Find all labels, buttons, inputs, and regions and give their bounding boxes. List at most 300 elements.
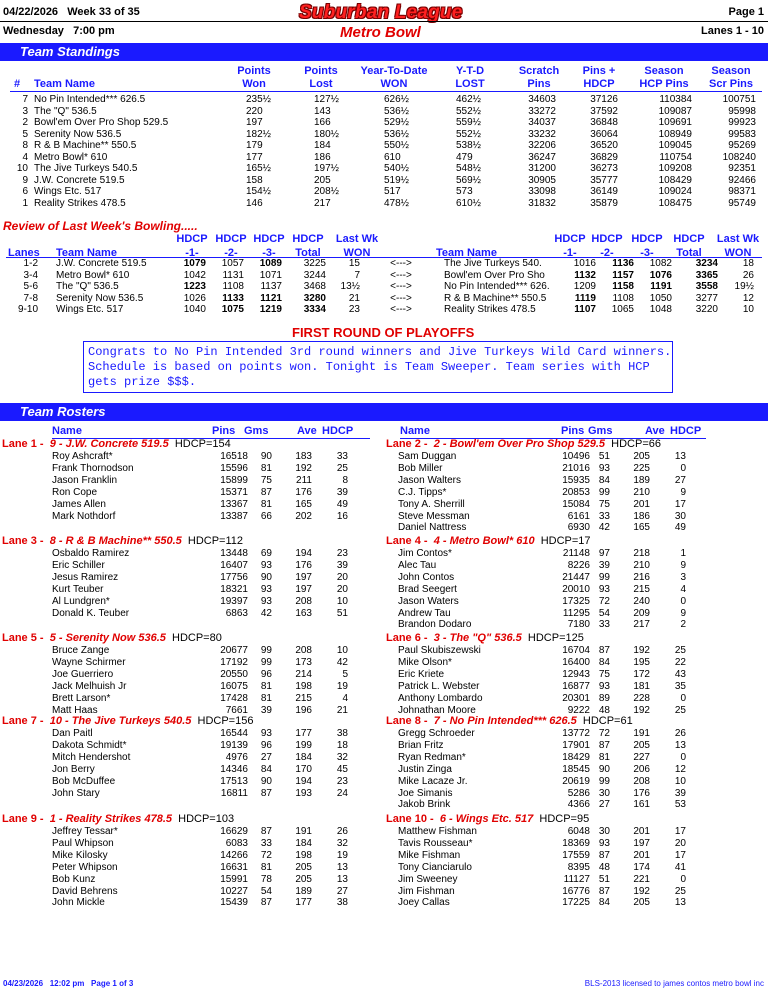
player-games: 72 xyxy=(598,728,610,739)
review-cell-b_team: R & B Machine** 550.5 xyxy=(444,292,547,304)
player-name: John Contos xyxy=(398,571,455,583)
player-name: Johnathan Moore xyxy=(398,704,476,716)
player-average: 177 xyxy=(295,728,312,739)
player-games: 33 xyxy=(598,619,610,631)
player-pins: 18369 xyxy=(562,837,590,849)
roster-row xyxy=(52,681,348,693)
standings-cell-ytdl: 479 xyxy=(456,151,473,163)
roster-row xyxy=(52,886,348,898)
roster-table xyxy=(52,728,348,799)
player-pins: 17756 xyxy=(220,571,248,583)
review-col-g3: -3- xyxy=(640,247,654,259)
review-cell-awon: 23 xyxy=(348,304,360,315)
player-pins: 15084 xyxy=(562,498,590,510)
lane-label: Lane 7 - xyxy=(2,715,44,727)
player-average: 202 xyxy=(295,510,312,522)
review-cell-a1: 1026 xyxy=(183,292,206,304)
player-pins: 15899 xyxy=(220,474,248,486)
standings-cell-team: The Jive Turkeys 540.5 xyxy=(34,163,138,174)
player-games: 87 xyxy=(260,486,272,498)
player-hdcp: 22 xyxy=(674,656,686,668)
roster-row xyxy=(52,669,348,681)
roster-row xyxy=(52,838,348,850)
player-pins: 4366 xyxy=(567,799,590,811)
standings-cell-pw: 158 xyxy=(246,174,263,186)
player-games: 81 xyxy=(598,751,610,763)
player-games: 93 xyxy=(260,728,272,739)
player-hdcp: 19 xyxy=(336,849,348,861)
lane-team-hdcp: HDCP=61 xyxy=(582,715,633,727)
standings-cell-pl: 217 xyxy=(314,197,331,209)
review-col-total: Total xyxy=(676,247,702,259)
standings-cell-shcp: 108949 xyxy=(658,128,692,140)
player-average: 194 xyxy=(295,548,312,559)
player-pins: 6048 xyxy=(567,826,590,837)
roster-col-ave: Ave xyxy=(645,425,665,437)
player-pins: 16629 xyxy=(220,826,248,837)
player-games: 30 xyxy=(598,787,610,799)
lane-title xyxy=(386,438,661,450)
player-average: 221 xyxy=(633,873,650,885)
standings-col-season-hcp: Season HCP Pins xyxy=(639,65,689,90)
roster-row xyxy=(52,657,348,669)
player-name: Jim Contos* xyxy=(398,548,452,559)
roster-row xyxy=(398,619,686,631)
review-cell-a1: 1040 xyxy=(183,304,206,315)
player-pins: 20550 xyxy=(220,668,248,680)
standings-cell-shcp: 109208 xyxy=(658,163,692,174)
player-average: 177 xyxy=(295,897,312,909)
roster-row xyxy=(52,511,348,523)
player-pins: 21447 xyxy=(562,571,590,583)
review-cell-btot: 3365 xyxy=(695,269,718,281)
player-name: Alec Tau xyxy=(398,559,437,571)
lane-title xyxy=(386,535,591,547)
review-col-hdcp: HDCP xyxy=(591,233,623,245)
standings-cell-num: 1 xyxy=(22,197,28,209)
player-name: Brandon Dodaro xyxy=(398,619,472,631)
player-pins: 6930 xyxy=(567,522,590,534)
standings-cell-ytdl: 569½ xyxy=(456,174,482,186)
player-games: 54 xyxy=(260,885,272,897)
roster-row xyxy=(398,451,686,463)
standings-row xyxy=(6,129,756,141)
player-name: Ron Cope xyxy=(52,486,98,498)
player-hdcp: 4 xyxy=(342,692,348,704)
player-name: Roy Ashcraft* xyxy=(52,451,113,462)
player-pins: 16400 xyxy=(562,656,590,668)
player-name: Tavis Rousseau* xyxy=(398,837,473,849)
standings-cell-pw: 220 xyxy=(246,105,263,117)
player-hdcp: 10 xyxy=(336,645,348,656)
player-average: 196 xyxy=(295,704,312,716)
player-pins: 4976 xyxy=(225,751,248,763)
review-cell-atot: 3225 xyxy=(303,258,326,269)
standings-row xyxy=(6,186,756,198)
review-cell-b1: 1209 xyxy=(573,281,596,292)
standings-cell-ytdw: 536½ xyxy=(384,105,410,117)
standings-cell-pw: 165½ xyxy=(246,163,272,174)
roster-row xyxy=(52,862,348,874)
player-hdcp: 25 xyxy=(674,645,686,656)
player-average: 161 xyxy=(633,799,650,811)
player-average: 208 xyxy=(295,645,312,656)
roster-row xyxy=(398,728,686,740)
player-pins: 21016 xyxy=(562,462,590,474)
standings-row xyxy=(6,117,756,129)
player-pins: 15991 xyxy=(220,873,248,885)
lane-team-name: 8 - R & B Machine** 550.5 xyxy=(49,535,182,547)
player-pins: 20853 xyxy=(562,486,590,498)
player-average: 215 xyxy=(295,692,312,704)
review-cell-b3: 1050 xyxy=(649,292,672,304)
lane-team-name: 5 - Serenity Now 536.5 xyxy=(49,632,166,644)
player-games: 87 xyxy=(260,787,272,799)
player-name: David Behrens xyxy=(52,885,118,897)
player-hdcp: 21 xyxy=(336,704,348,716)
player-hdcp: 53 xyxy=(674,799,686,811)
lane-team-hdcp: HDCP=66 xyxy=(611,438,661,450)
standings-cell-ph: 35777 xyxy=(590,174,618,186)
review-cell-a1: 1223 xyxy=(183,281,206,292)
review-col-g2: -2- xyxy=(224,247,238,259)
player-games: 84 xyxy=(598,474,610,486)
player-name: Jon Berry xyxy=(52,763,95,775)
team-rosters-bar: Team Rosters xyxy=(0,403,768,421)
roster-row xyxy=(52,608,348,620)
player-name: Mike Lacaze Jr. xyxy=(398,775,468,787)
player-pins: 21148 xyxy=(562,548,590,559)
player-hdcp: 3 xyxy=(680,571,686,583)
player-name: Ryan Redman* xyxy=(398,751,466,763)
player-pins: 18429 xyxy=(562,751,590,763)
player-average: 184 xyxy=(295,751,312,763)
player-name: Wayne Schirmer xyxy=(52,656,126,668)
roster-row xyxy=(52,740,348,752)
player-hdcp: 33 xyxy=(336,451,348,462)
review-cell-b1: 1016 xyxy=(573,258,596,269)
player-games: 27 xyxy=(598,799,610,811)
standings-cell-sscr: 95998 xyxy=(728,105,756,117)
player-pins: 16075 xyxy=(220,680,248,692)
player-name: Kurt Teuber xyxy=(52,583,104,595)
player-pins: 15371 xyxy=(220,486,248,498)
player-pins: 16631 xyxy=(220,861,248,873)
player-games: 93 xyxy=(260,595,272,607)
review-col-g2: -2- xyxy=(600,247,614,259)
review-cell-a3: 1121 xyxy=(260,292,282,304)
player-average: 201 xyxy=(633,826,650,837)
lane-team-hdcp: HDCP=112 xyxy=(187,535,244,547)
lane-team-name: 9 - J.W. Concrete 519.5 xyxy=(49,438,169,450)
player-games: 93 xyxy=(598,462,610,474)
roster-row xyxy=(398,886,686,898)
standings-cell-scr: 31200 xyxy=(528,163,556,174)
roster-row xyxy=(52,826,348,838)
player-hdcp: 30 xyxy=(674,510,686,522)
standings-row xyxy=(6,198,756,210)
standings-cell-scr: 36247 xyxy=(528,151,556,163)
lane-team-name: 6 - Wings Etc. 517 xyxy=(439,813,534,825)
review-col-lanes: Lanes xyxy=(8,247,40,259)
player-hdcp: 23 xyxy=(336,548,348,559)
lane-label: Lane 8 - xyxy=(386,715,428,727)
roster-col-pins: Pins xyxy=(561,425,585,437)
standings-cell-ytdw: 519½ xyxy=(384,174,410,186)
player-pins: 20010 xyxy=(562,583,590,595)
standings-col-num: # xyxy=(13,78,21,90)
player-name: Jason Waters xyxy=(398,595,459,607)
player-games: 81 xyxy=(260,462,272,474)
roster-row xyxy=(398,764,686,776)
roster-row xyxy=(52,693,348,705)
review-cell-lanes: 5-6 xyxy=(23,281,38,292)
roster-row xyxy=(398,463,686,475)
review-cell-b1: 1119 xyxy=(574,292,596,304)
roster-row xyxy=(398,799,686,811)
lane-team-name: 1 - Reality Strikes 478.5 xyxy=(49,813,172,825)
player-pins: 15935 xyxy=(562,474,590,486)
player-average: 191 xyxy=(295,826,312,837)
player-name: Jakob Brink xyxy=(398,799,451,811)
roster-row xyxy=(52,463,348,475)
review-cell-a_team: Wings Etc. 517 xyxy=(56,304,124,315)
roster-row xyxy=(52,788,348,800)
roster-row xyxy=(52,548,348,560)
player-hdcp: 32 xyxy=(336,837,348,849)
lane-title xyxy=(2,632,222,644)
standings-cell-ytdw: 517 xyxy=(384,186,401,197)
review-cell-a3: 1219 xyxy=(259,304,282,315)
roster-row xyxy=(398,681,686,693)
standings-cell-num: 10 xyxy=(16,163,28,174)
standings-col-points-won: Points Won xyxy=(237,65,271,90)
player-pins: 12943 xyxy=(562,668,590,680)
review-cell-btot: 3277 xyxy=(695,292,718,304)
roster-col-name: Name xyxy=(400,425,430,437)
player-games: 75 xyxy=(260,474,272,486)
review-cell-a_team: The "Q" 536.5 xyxy=(56,281,119,292)
lane-label: Lane 4 - xyxy=(386,535,428,547)
lanes-range: Lanes 1 - 10 xyxy=(701,25,764,37)
standings-cell-ph: 35879 xyxy=(590,197,618,209)
player-hdcp: 0 xyxy=(680,751,686,763)
roster-row xyxy=(398,752,686,764)
player-name: Jeffrey Tessar* xyxy=(52,826,118,837)
player-average: 189 xyxy=(295,885,312,897)
lane-title xyxy=(2,535,243,547)
player-name: Matthew Fishman xyxy=(398,826,477,837)
player-hdcp: 2 xyxy=(680,619,686,631)
player-pins: 10227 xyxy=(220,885,248,897)
roster-row xyxy=(52,874,348,886)
player-hdcp: 19 xyxy=(336,680,348,692)
roster-row xyxy=(398,572,686,584)
player-games: 87 xyxy=(598,849,610,861)
player-hdcp: 18 xyxy=(336,739,348,751)
lane-team-name: 10 - The Jive Turkeys 540.5 xyxy=(49,715,192,727)
standings-cell-sscr: 108240 xyxy=(722,151,756,163)
review-cell-awon: 13½ xyxy=(340,281,360,292)
player-pins: 17325 xyxy=(562,595,590,607)
review-col-team: Team Name xyxy=(436,247,497,259)
player-average: 216 xyxy=(633,571,650,583)
player-name: Jason Franklin xyxy=(52,474,118,486)
review-cell-a3: 1071 xyxy=(259,269,282,281)
standings-cell-pl: 208½ xyxy=(314,186,340,197)
player-hdcp: 39 xyxy=(336,486,348,498)
player-average: 186 xyxy=(633,510,650,522)
standings-col-scratch-pins: Scratch Pins xyxy=(518,65,560,90)
player-pins: 19139 xyxy=(220,739,248,751)
review-col-hdcp: HDCP xyxy=(554,233,586,245)
lane-title xyxy=(2,813,234,825)
roster-row xyxy=(398,862,686,874)
standings-cell-ytdl: 538½ xyxy=(456,140,482,151)
standings-col-ytd-lost: Y-T-D LOST xyxy=(455,65,485,90)
roster-table xyxy=(398,645,686,716)
player-hdcp: 9 xyxy=(680,607,686,619)
review-cell-b1: 1107 xyxy=(574,304,596,315)
review-cell-a2: 1075 xyxy=(221,304,244,315)
review-col-team: Team Name xyxy=(56,247,117,259)
player-average: 165 xyxy=(633,522,650,534)
player-name: Osbaldo Ramirez xyxy=(52,548,130,559)
player-average: 192 xyxy=(633,885,650,897)
player-games: 87 xyxy=(260,897,272,909)
player-name: Jim Sweeney xyxy=(398,873,458,885)
player-name: Jason Walters xyxy=(398,474,461,486)
player-name: Paul Whipson xyxy=(52,837,114,849)
player-games: 81 xyxy=(260,861,272,873)
review-cell-awon: 7 xyxy=(354,269,360,281)
player-name: Joe Guerriero xyxy=(52,668,114,680)
player-games: 54 xyxy=(598,607,610,619)
player-average: 201 xyxy=(633,849,650,861)
roster-row xyxy=(398,897,686,909)
standings-cell-ytdl: 462½ xyxy=(456,94,482,105)
standings-cell-pw: 154½ xyxy=(246,186,272,197)
standings-cell-pl: 186 xyxy=(314,151,331,163)
review-cell-a_team: J.W. Concrete 519.5 xyxy=(56,258,147,269)
standings-cell-ytdl: 559½ xyxy=(456,117,482,128)
player-games: 99 xyxy=(598,775,610,787)
review-cell-a2: 1131 xyxy=(222,269,244,281)
roster-row xyxy=(398,740,686,752)
player-games: 99 xyxy=(260,645,272,656)
player-average: 176 xyxy=(295,486,312,498)
player-hdcp: 43 xyxy=(674,668,686,680)
player-games: 39 xyxy=(260,704,272,716)
player-average: 208 xyxy=(633,775,650,787)
standings-cell-team: Serenity Now 536.5 xyxy=(34,128,122,140)
roster-row xyxy=(52,451,348,463)
review-col-hdcp: HDCP xyxy=(215,233,247,245)
lane-title xyxy=(386,715,633,727)
standings-cell-team: J.W. Concrete 519.5 xyxy=(34,174,125,186)
roster-row xyxy=(52,728,348,740)
player-hdcp: 38 xyxy=(336,728,348,739)
player-average: 210 xyxy=(633,486,650,498)
standings-cell-sscr: 92351 xyxy=(728,163,756,174)
review-row xyxy=(4,281,754,293)
player-games: 84 xyxy=(260,763,272,775)
roster-row xyxy=(398,657,686,669)
player-hdcp: 51 xyxy=(336,607,348,619)
team-standings-bar: Team Standings xyxy=(0,43,768,61)
player-name: Al Lundgren* xyxy=(52,595,110,607)
lane-title xyxy=(386,632,584,644)
standings-cell-ph: 36829 xyxy=(590,151,618,163)
player-games: 87 xyxy=(598,885,610,897)
lane-team-name: 4 - Metro Bowl* 610 xyxy=(433,535,535,547)
player-average: 205 xyxy=(633,451,650,462)
review-cell-a_team: Metro Bowl* 610 xyxy=(56,269,130,281)
standings-cell-ytdw: 529½ xyxy=(384,117,410,128)
lane-team-name: 3 - The "Q" 536.5 xyxy=(433,632,522,644)
standings-header-rule xyxy=(10,91,762,92)
standings-cell-team: R & B Machine** 550.5 xyxy=(34,140,137,151)
player-games: 30 xyxy=(598,826,610,837)
player-pins: 11127 xyxy=(563,873,590,885)
roster-row xyxy=(398,475,686,487)
player-pins: 13367 xyxy=(220,498,248,510)
player-pins: 16518 xyxy=(220,451,248,462)
player-games: 48 xyxy=(598,861,610,873)
player-name: Tony Cianciarulo xyxy=(398,861,472,873)
player-games: 99 xyxy=(260,656,272,668)
player-pins: 18321 xyxy=(220,583,248,595)
player-hdcp: 0 xyxy=(680,873,686,885)
standings-cell-sscr: 99583 xyxy=(728,128,756,140)
player-hdcp: 39 xyxy=(336,559,348,571)
review-cell-b3: 1082 xyxy=(649,258,672,269)
roster-row xyxy=(398,850,686,862)
standings-cell-pl: 184 xyxy=(314,140,331,151)
player-pins: 14266 xyxy=(220,849,248,861)
player-name: Jim Fishman xyxy=(398,885,455,897)
review-cell-atot: 3244 xyxy=(303,269,326,281)
player-name: Jack Melhuish Jr xyxy=(52,680,127,692)
review-col-lastwk2: WON xyxy=(343,247,371,259)
player-pins: 6863 xyxy=(225,607,248,619)
player-average: 193 xyxy=(295,787,312,799)
review-row xyxy=(4,270,754,282)
player-hdcp: 38 xyxy=(336,897,348,909)
player-games: 81 xyxy=(260,692,272,704)
standings-cell-pw: 146 xyxy=(246,197,263,209)
player-hdcp: 25 xyxy=(336,462,348,474)
review-col-lastwk1: Last Wk xyxy=(335,233,379,245)
standings-col-season-scr: Season Scr Pins xyxy=(708,65,754,90)
lane-team-hdcp: HDCP=154 xyxy=(174,438,231,450)
player-games: 75 xyxy=(598,668,610,680)
standings-cell-scr: 34037 xyxy=(528,117,556,128)
standings-cell-scr: 32206 xyxy=(528,140,556,151)
player-hdcp: 13 xyxy=(336,861,348,873)
standings-cell-pl: 127½ xyxy=(314,94,340,105)
player-name: John Stary xyxy=(52,787,100,799)
lane-title xyxy=(386,813,589,825)
standings-cell-ytdw: 626½ xyxy=(384,94,410,105)
standings-row xyxy=(6,140,756,152)
standings-col-team: Team Name xyxy=(34,78,95,90)
review-col-g1: -1- xyxy=(563,247,577,259)
day-time: Wednesday 7:00 pm xyxy=(3,25,115,37)
standings-cell-team: Bowl'em Over Pro Shop 529.5 xyxy=(34,117,169,128)
player-hdcp: 10 xyxy=(336,595,348,607)
standings-table xyxy=(6,94,756,209)
